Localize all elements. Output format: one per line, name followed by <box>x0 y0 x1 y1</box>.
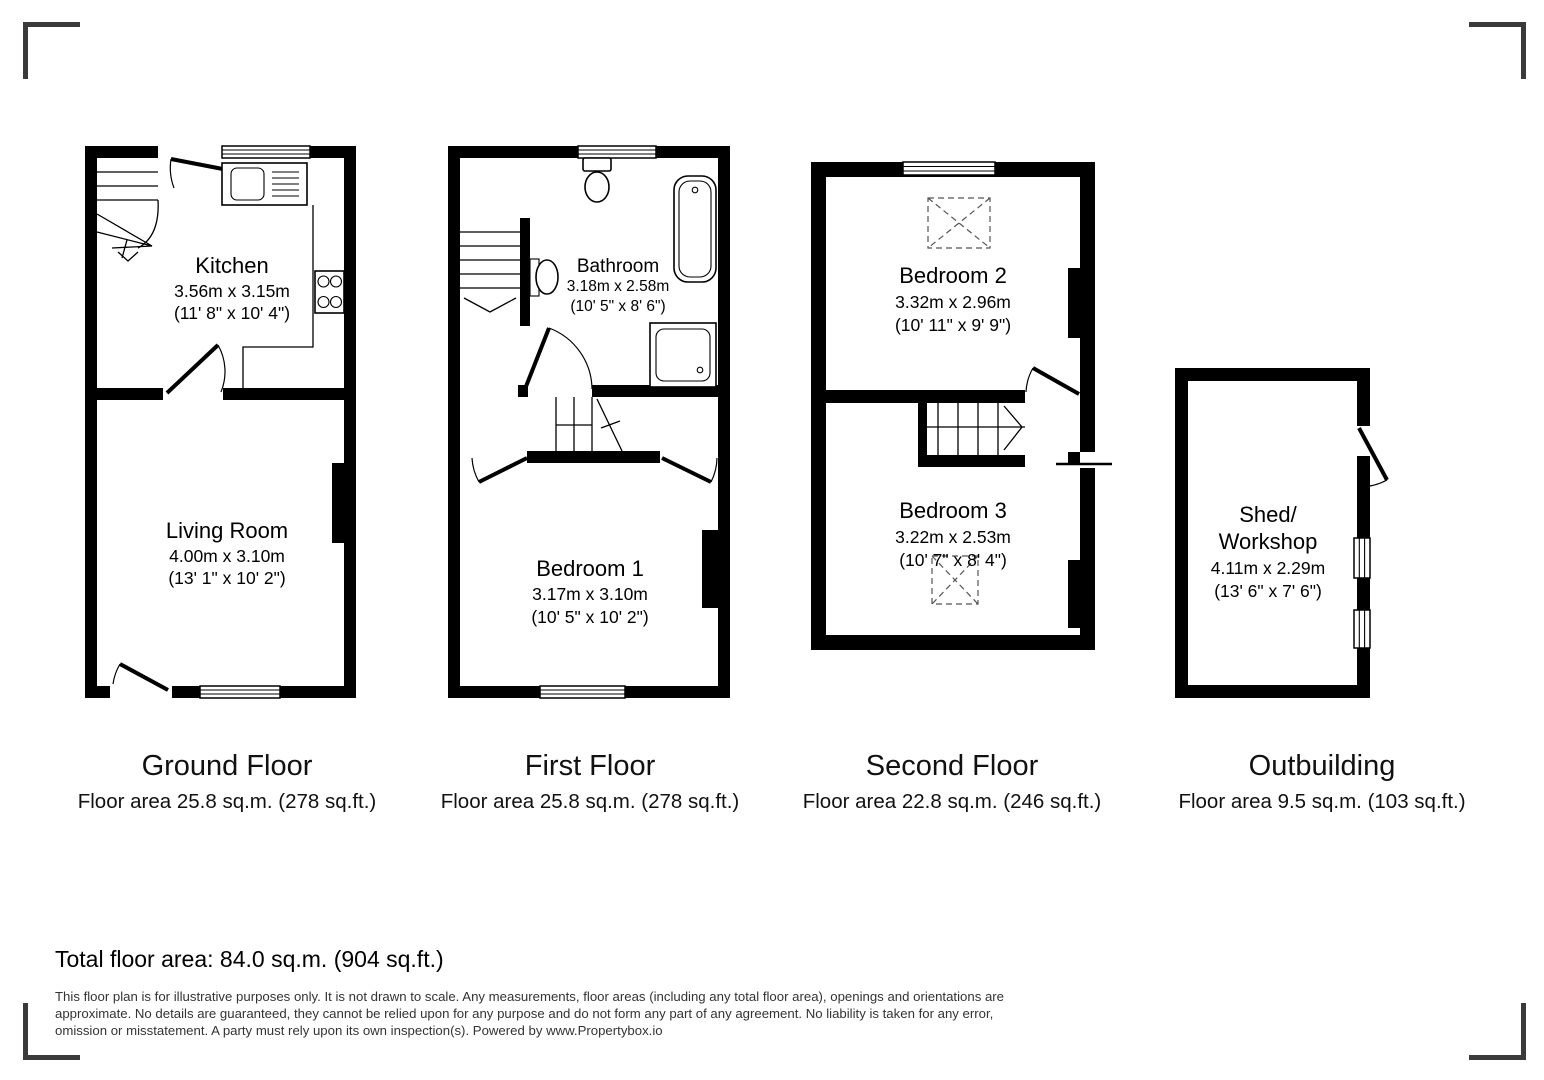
kitchen-sink-unit <box>222 163 307 205</box>
second-floor-title: Second Floor <box>865 750 1039 782</box>
living-room-window <box>200 686 280 698</box>
svg-text:Bedroom 2: Bedroom 2 <box>899 263 1007 288</box>
disclaimer-line-2: approximate. No details are guaranteed, they cannot be relied upon for any purpose and do not form any part of any agreement. No liability is taken for any error, <box>55 1006 994 1022</box>
chimney-breast-bedroom2 <box>1068 268 1080 338</box>
second-floor-walls <box>811 162 1095 650</box>
second-floor-caption <box>802 750 1102 816</box>
ground-floor-title: Ground Floor <box>141 750 313 782</box>
disclaimer-line-1: This floor plan is for illustrative purposes only. It is not drawn to scale. Any measurements, floor areas (including any total floor area), openings and orientations are <box>55 989 1005 1004</box>
bathroom-label <box>567 256 670 315</box>
outbuilding-caption <box>1172 750 1472 816</box>
svg-text:Bedroom 3: Bedroom 3 <box>899 498 1007 523</box>
hob <box>315 271 344 313</box>
bedroom1-window <box>540 686 625 698</box>
svg-text:4.00m x 3.10m: 4.00m x 3.10m <box>169 546 285 566</box>
chimney-breast-bedroom1 <box>702 530 730 608</box>
corner-bracket-top-right <box>1469 22 1526 79</box>
first-floor-caption <box>440 750 740 816</box>
svg-text:(13' 1" x 10' 2"): (13' 1" x 10' 2") <box>168 568 286 588</box>
svg-text:3.32m x 2.96m: 3.32m x 2.96m <box>895 292 1011 312</box>
svg-text:Workshop: Workshop <box>1218 529 1318 554</box>
svg-text:Bathroom: Bathroom <box>576 256 660 277</box>
corner-bracket-top-left <box>23 22 80 79</box>
outbuilding-title: Outbuilding <box>1248 750 1396 782</box>
chimney-breast-living-room <box>332 463 356 543</box>
disclaimer-line-3: omission or misstatement. A party must rely upon its own inspection(s). Powered by www.Propertybox.io <box>55 1023 663 1039</box>
shed-window-lower <box>1354 610 1370 648</box>
first-floor-plan <box>430 130 750 720</box>
svg-text:(13' 6" x 7' 6"): (13' 6" x 7' 6") <box>1214 581 1322 601</box>
first-floor-area: Floor area 25.8 sq.m. (278 sq.ft.) <box>440 790 740 813</box>
svg-text:(10' 5" x 10' 2"): (10' 5" x 10' 2") <box>531 607 649 627</box>
svg-text:3.56m x 3.15m: 3.56m x 3.15m <box>174 281 290 301</box>
bathtub <box>674 176 716 282</box>
shower <box>650 323 716 387</box>
bedroom2-window <box>903 162 995 175</box>
first-floor-title: First Floor <box>524 750 656 782</box>
shed-window-upper <box>1354 538 1370 578</box>
ground-floor-area: Floor area 25.8 sq.m. (278 sq.ft.) <box>77 790 377 813</box>
outbuilding-plan <box>1165 355 1400 710</box>
svg-text:3.22m x 2.53m: 3.22m x 2.53m <box>895 527 1011 547</box>
outbuilding-area: Floor area 9.5 sq.m. (103 sq.ft.) <box>1178 790 1466 813</box>
svg-text:(10' 5" x 8' 6"): (10' 5" x 8' 6") <box>570 298 666 315</box>
living-room-label <box>166 518 288 588</box>
bathroom-window <box>578 146 656 158</box>
chimney-breast-bedroom3 <box>1068 560 1080 628</box>
toilet <box>583 158 611 202</box>
svg-text:4.11m x 2.29m: 4.11m x 2.29m <box>1210 558 1326 578</box>
bedroom1-label <box>531 556 648 627</box>
svg-text:Bedroom 1: Bedroom 1 <box>536 556 644 581</box>
total-floor-area: Total floor area: 84.0 sq.m. (904 sq.ft.) <box>55 946 444 972</box>
corner-bracket-bottom-right <box>1469 1003 1526 1060</box>
svg-text:(10' 7" x 8' 4"): (10' 7" x 8' 4") <box>899 550 1007 570</box>
svg-text:3.17m x 3.10m: 3.17m x 3.10m <box>532 584 648 604</box>
second-floor-plan <box>795 140 1135 670</box>
ground-floor-walls <box>85 145 356 699</box>
svg-text:(10' 11" x 9' 9"): (10' 11" x 9' 9") <box>894 315 1012 335</box>
second-floor-area: Floor area 22.8 sq.m. (246 sq.ft.) <box>802 790 1102 813</box>
svg-text:Shed/: Shed/ <box>1239 502 1297 527</box>
bedroom3-label <box>895 498 1011 570</box>
svg-text:Kitchen: Kitchen <box>195 253 269 278</box>
svg-text:3.18m x 2.58m: 3.18m x 2.58m <box>566 278 670 295</box>
disclaimer-text <box>55 988 1095 1039</box>
svg-text:Living Room: Living Room <box>165 518 289 543</box>
ground-floor-plan <box>60 130 380 720</box>
kitchen-window <box>222 146 310 158</box>
svg-text:(11' 8" x 10' 4"): (11' 8" x 10' 4") <box>173 303 291 323</box>
ground-floor-caption <box>77 750 377 816</box>
bedroom2-label <box>895 263 1011 335</box>
